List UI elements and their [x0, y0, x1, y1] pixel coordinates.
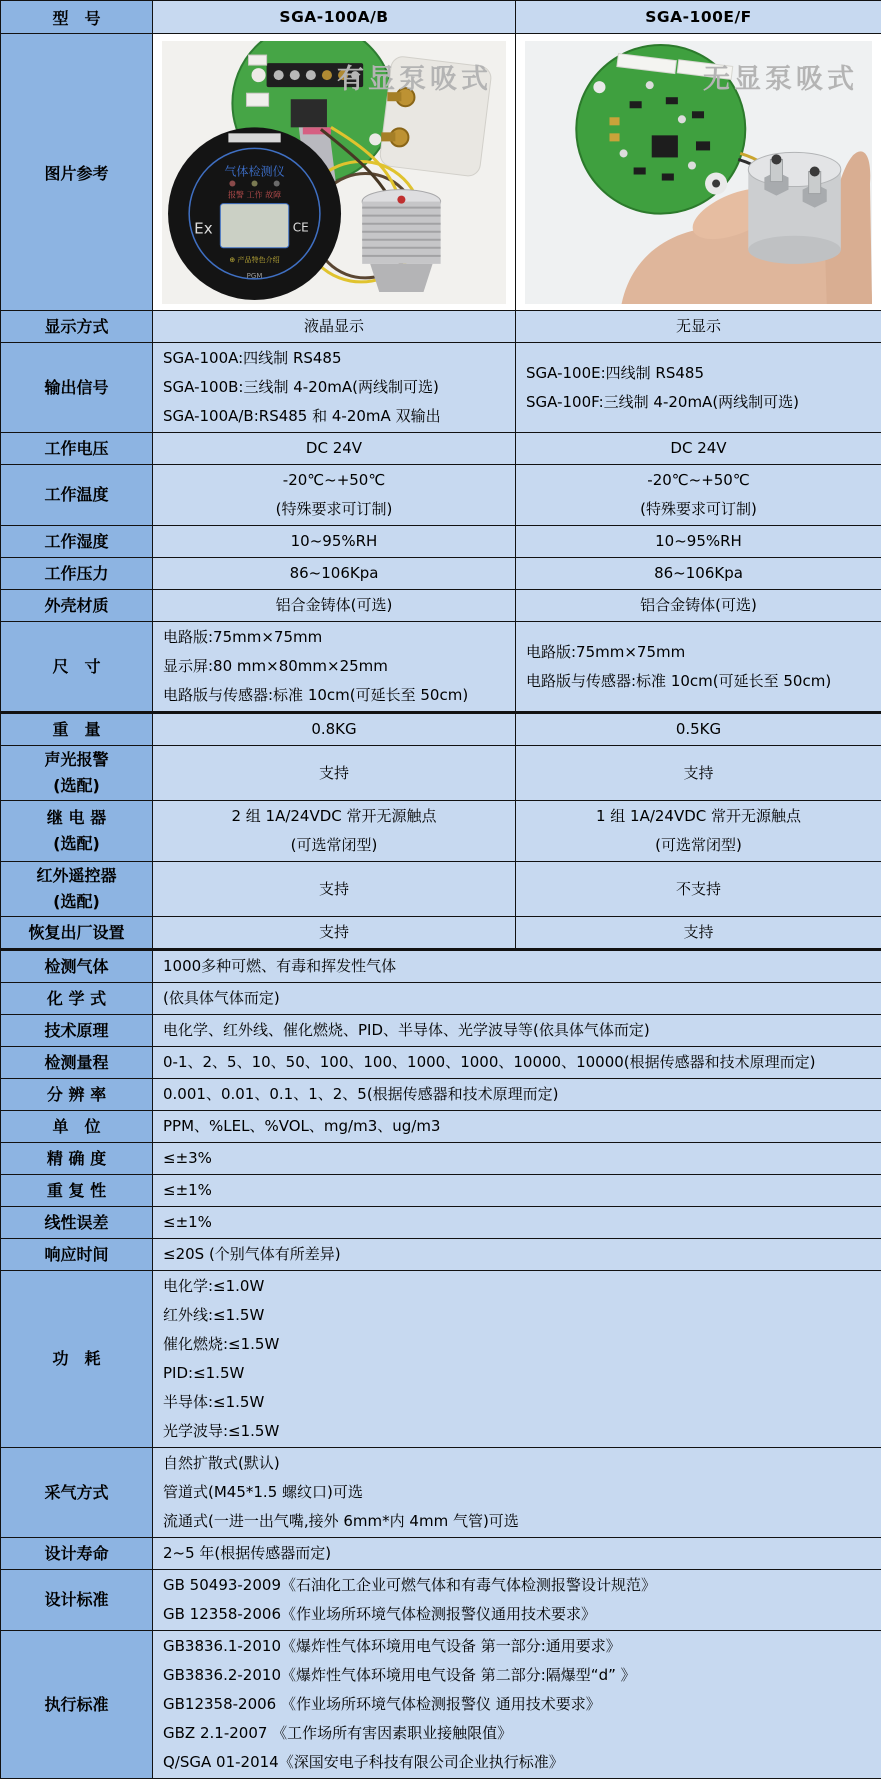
table-row	[1, 713, 881, 746]
value-line: ≤±3%	[163, 1144, 875, 1173]
value-line: GB 50493-2009《石油化工企业可燃气体和有毒气体检测报警设计规范》	[163, 1571, 875, 1600]
value-line: -20℃~+50℃	[153, 466, 515, 495]
value-line: 10~95%RH	[516, 527, 881, 556]
row-value	[153, 1143, 881, 1175]
value-line: 0.001、0.01、0.1、1、2、5(根据传感器和技术原理而定)	[163, 1080, 875, 1109]
row-label-text: 单 位	[3, 1114, 150, 1140]
row-label-subtext: (选配)	[3, 889, 150, 915]
row-label-text: 工作湿度	[3, 529, 150, 555]
row-label	[1, 950, 153, 983]
table-row	[1, 526, 881, 558]
row-value	[516, 713, 881, 746]
svg-text:气体检测仪: 气体检测仪	[224, 163, 284, 178]
row-label	[1, 1538, 153, 1570]
row-value	[153, 1271, 881, 1448]
row-value	[516, 558, 881, 590]
header-model-right: SGA-100E/F	[516, 1, 881, 34]
value-line: PID:≤1.5W	[163, 1359, 875, 1388]
row-value	[153, 343, 516, 433]
row-label-text: 继 电 器	[3, 805, 150, 831]
value-line: GBZ 2.1-2007 《工作场所有害因素职业接触限值》	[163, 1719, 875, 1748]
row-label	[1, 746, 153, 801]
image-reference-row	[1, 34, 881, 311]
row-label-text: 显示方式	[3, 314, 150, 340]
row-label	[1, 343, 153, 433]
value-line: 电化学:≤1.0W	[163, 1272, 875, 1301]
value-line: (特殊要求可订制)	[153, 495, 515, 524]
table-row	[1, 862, 881, 917]
row-label	[1, 983, 153, 1015]
row-value	[153, 746, 516, 801]
product-photo-right	[525, 41, 872, 304]
value-line: 显示屏:80 mm×80mm×25mm	[163, 652, 509, 681]
table-row	[1, 622, 881, 713]
row-value	[516, 801, 881, 862]
row-value	[153, 465, 516, 526]
value-line: 光学波导:≤1.5W	[163, 1417, 875, 1446]
row-value	[153, 1207, 881, 1239]
row-label	[1, 1047, 153, 1079]
value-line: (依具体气体而定)	[163, 984, 875, 1013]
value-line: (特殊要求可订制)	[516, 495, 881, 524]
row-value	[153, 862, 516, 917]
row-label-text: 恢复出厂设置	[3, 920, 150, 946]
row-label-text: 技术原理	[3, 1018, 150, 1044]
row-value	[153, 590, 516, 622]
row-label-text: 输出信号	[3, 375, 150, 401]
row-value	[153, 1538, 881, 1570]
svg-text:报警 工作 故障: 报警 工作 故障	[228, 189, 281, 199]
row-value	[516, 590, 881, 622]
row-value	[153, 1448, 881, 1538]
row-label	[1, 1448, 153, 1538]
value-line: -20℃~+50℃	[516, 466, 881, 495]
value-line: SGA-100B:三线制 4-20mA(两线制可选)	[163, 373, 509, 402]
row-label	[1, 1175, 153, 1207]
row-value	[153, 1079, 881, 1111]
table-row	[1, 983, 881, 1015]
value-line: GB12358-2006 《作业场所环境气体检测报警仪 通用技术要求》	[163, 1690, 875, 1719]
value-line: 铝合金铸体(可选)	[516, 591, 881, 620]
value-line: 支持	[516, 918, 881, 947]
value-line: ≤±1%	[163, 1208, 875, 1237]
value-line: 支持	[153, 875, 515, 904]
value-line: DC 24V	[516, 434, 881, 463]
row-value	[516, 746, 881, 801]
value-line: 2~5 年(根据传感器而定)	[163, 1539, 875, 1568]
row-value	[153, 1111, 881, 1143]
image-row-label: 图片参考	[1, 34, 153, 311]
row-value	[153, 1175, 881, 1207]
row-label-text: 设计标准	[3, 1587, 150, 1613]
watermark-left: 有显泵吸式	[337, 57, 492, 96]
value-line: 电路版:75mm×75mm	[526, 638, 875, 667]
row-label	[1, 713, 153, 746]
value-line: SGA-100F:三线制 4-20mA(两线制可选)	[526, 388, 875, 417]
svg-text:PGM: PGM	[247, 270, 263, 279]
table-row	[1, 1538, 881, 1570]
row-label-text: 外壳材质	[3, 593, 150, 619]
value-line: 电化学、红外线、催化燃烧、PID、半导体、光学波导等(依具体气体而定)	[163, 1016, 875, 1045]
row-value	[153, 526, 516, 558]
value-line: GB3836.2-2010《爆炸性气体环境用电气设备 第二部分:隔爆型“d” 》	[163, 1661, 875, 1690]
row-label	[1, 622, 153, 713]
value-line: GB3836.1-2010《爆炸性气体环境用电气设备 第一部分:通用要求》	[163, 1632, 875, 1661]
value-line: SGA-100E:四线制 RS485	[526, 359, 875, 388]
row-value	[153, 433, 516, 465]
row-value	[516, 526, 881, 558]
row-value	[153, 1631, 881, 1779]
table-header-row	[1, 1, 881, 34]
row-label	[1, 1239, 153, 1271]
value-line: (可选常闭型)	[153, 831, 515, 860]
value-line: 2 组 1A/24VDC 常开无源触点	[153, 802, 515, 831]
row-label	[1, 465, 153, 526]
row-value	[153, 950, 881, 983]
row-label-text: 重 量	[3, 717, 150, 743]
table-row	[1, 311, 881, 343]
row-label	[1, 862, 153, 917]
row-label-text: 执行标准	[3, 1692, 150, 1718]
row-label-text: 精 确 度	[3, 1146, 150, 1172]
row-value	[516, 311, 881, 343]
table-row	[1, 1448, 881, 1538]
row-label	[1, 558, 153, 590]
value-line: 1 组 1A/24VDC 常开无源触点	[516, 802, 881, 831]
table-row	[1, 465, 881, 526]
table-row	[1, 590, 881, 622]
row-label	[1, 1111, 153, 1143]
row-label	[1, 1143, 153, 1175]
value-line: 0.8KG	[153, 715, 515, 744]
table-row	[1, 1015, 881, 1047]
value-line: PPM、%LEL、%VOL、mg/m3、ug/m3	[163, 1112, 875, 1141]
table-row	[1, 1570, 881, 1631]
row-value	[516, 917, 881, 950]
value-line: 红外线:≤1.5W	[163, 1301, 875, 1330]
value-line: 催化燃烧:≤1.5W	[163, 1330, 875, 1359]
row-value	[516, 433, 881, 465]
value-line: 无显示	[516, 312, 881, 341]
row-label-text: 尺 寸	[3, 654, 150, 680]
table-row	[1, 1207, 881, 1239]
product-photo-cell-right	[516, 34, 881, 311]
row-label-text: 采气方式	[3, 1480, 150, 1506]
value-line: SGA-100A:四线制 RS485	[163, 344, 509, 373]
value-line: 半导体:≤1.5W	[163, 1388, 875, 1417]
value-line: 电路版与传感器:标准 10cm(可延长至 50cm)	[526, 667, 875, 696]
header-model-left: SGA-100A/B	[153, 1, 516, 34]
row-label	[1, 1271, 153, 1448]
table-row	[1, 1631, 881, 1779]
row-label-text: 检测量程	[3, 1050, 150, 1076]
sensor-cylinder-icon	[748, 152, 841, 263]
table-row	[1, 1143, 881, 1175]
table-row	[1, 1239, 881, 1271]
value-line: 铝合金铸体(可选)	[153, 591, 515, 620]
row-value	[516, 862, 881, 917]
row-value	[153, 1015, 881, 1047]
table-row	[1, 917, 881, 950]
value-line: 0.5KG	[516, 715, 881, 744]
value-line: ≤20S (个别气体有所差异)	[163, 1240, 875, 1269]
row-value	[516, 622, 881, 713]
gas-detector-icon	[168, 127, 341, 300]
value-line: 1000多种可燃、有毒和挥发性气体	[163, 952, 875, 981]
row-label	[1, 917, 153, 950]
value-line: DC 24V	[153, 434, 515, 463]
row-label	[1, 526, 153, 558]
value-line: (可选常闭型)	[516, 831, 881, 860]
value-line: 自然扩散式(默认)	[163, 1449, 875, 1478]
row-label-text: 工作温度	[3, 482, 150, 508]
row-label-text: 检测气体	[3, 954, 150, 980]
watermark-right: 无显泵吸式	[703, 57, 858, 96]
svg-text:CE: CE	[293, 220, 309, 234]
table-row	[1, 1079, 881, 1111]
value-line: 86~106Kpa	[153, 559, 515, 588]
row-label-text: 红外遥控器	[3, 863, 150, 889]
table-row	[1, 1111, 881, 1143]
table-row	[1, 1047, 881, 1079]
value-line: SGA-100A/B:RS485 和 4-20mA 双输出	[163, 402, 509, 431]
table-row	[1, 950, 881, 983]
row-value	[153, 1570, 881, 1631]
row-label-text: 功 耗	[3, 1346, 150, 1372]
row-value	[153, 713, 516, 746]
value-line: 86~106Kpa	[516, 559, 881, 588]
value-line: 电路版:75mm×75mm	[163, 623, 509, 652]
row-label	[1, 590, 153, 622]
row-value	[516, 465, 881, 526]
row-label-text: 工作压力	[3, 561, 150, 587]
row-value	[153, 983, 881, 1015]
value-line: GB 12358-2006《作业场所环境气体检测报警仪通用技术要求》	[163, 1600, 875, 1629]
header-model-label: 型 号	[1, 1, 153, 34]
row-value	[153, 311, 516, 343]
row-label-text: 化 学 式	[3, 986, 150, 1012]
table-row	[1, 343, 881, 433]
row-value	[153, 917, 516, 950]
row-value	[153, 1047, 881, 1079]
row-label	[1, 1631, 153, 1779]
product-photo-cell-left	[153, 34, 516, 311]
row-label-text: 声光报警	[3, 747, 150, 773]
table-row	[1, 1271, 881, 1448]
row-value	[153, 801, 516, 862]
svg-text:Ex: Ex	[194, 219, 213, 237]
row-label	[1, 1207, 153, 1239]
row-label	[1, 1570, 153, 1631]
table-row	[1, 433, 881, 465]
row-label-text: 分 辨 率	[3, 1082, 150, 1108]
value-line: 管道式(M45*1.5 螺纹口)可选	[163, 1478, 875, 1507]
row-label-subtext: (选配)	[3, 831, 150, 857]
row-label-text: 工作电压	[3, 436, 150, 462]
row-value	[153, 622, 516, 713]
svg-text:⊕ 产品特色介绍: ⊕ 产品特色介绍	[229, 254, 279, 263]
row-label	[1, 801, 153, 862]
value-line: 电路版与传感器:标准 10cm(可延长至 50cm)	[163, 681, 509, 710]
value-line: 支持	[153, 918, 515, 947]
table-row	[1, 558, 881, 590]
table-row	[1, 746, 881, 801]
row-label	[1, 311, 153, 343]
product-photo-left	[162, 41, 506, 304]
value-line: Q/SGA 01-2014《深国安电子科技有限公司企业执行标准》	[163, 1748, 875, 1777]
row-label	[1, 1015, 153, 1047]
value-line: 流通式(一进一出气嘴,接外 6mm*内 4mm 气管)可选	[163, 1507, 875, 1536]
row-label	[1, 1079, 153, 1111]
value-line: 不支持	[516, 875, 881, 904]
value-line: 支持	[516, 759, 881, 788]
value-line: 液晶显示	[153, 312, 515, 341]
row-label-text: 线性误差	[3, 1210, 150, 1236]
row-label-text: 响应时间	[3, 1242, 150, 1268]
row-label	[1, 433, 153, 465]
value-line: 10~95%RH	[153, 527, 515, 556]
value-line: ≤±1%	[163, 1176, 875, 1205]
row-value	[153, 1239, 881, 1271]
table-row	[1, 801, 881, 862]
table-row	[1, 1175, 881, 1207]
row-label-text: 重 复 性	[3, 1178, 150, 1204]
row-value	[153, 558, 516, 590]
row-label-subtext: (选配)	[3, 773, 150, 799]
value-line: 支持	[153, 759, 515, 788]
row-value	[516, 343, 881, 433]
row-label-text: 设计寿命	[3, 1541, 150, 1567]
value-line: 0-1、2、5、10、50、100、100、1000、1000、10000、10000(根据传感器和技术原理而定)	[163, 1048, 875, 1077]
